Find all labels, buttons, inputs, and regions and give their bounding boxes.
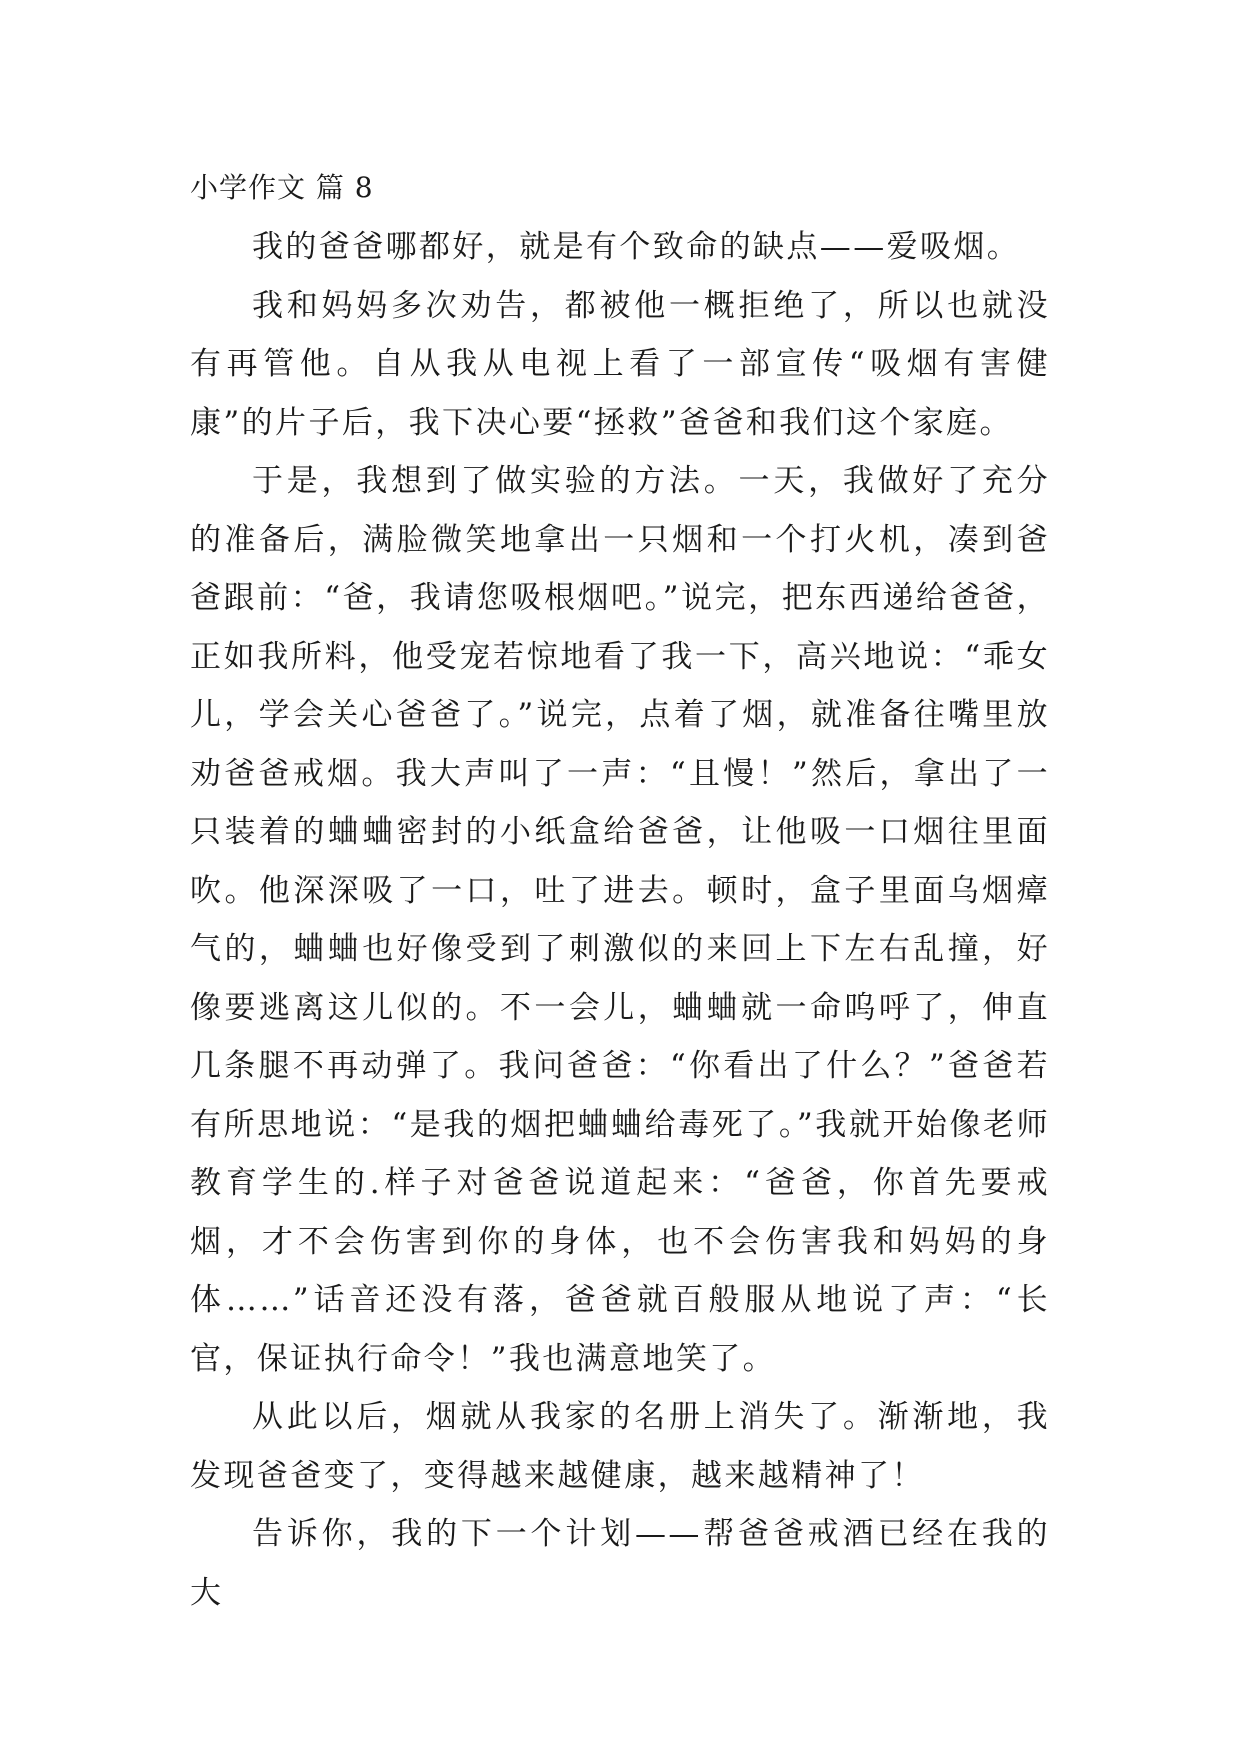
paragraph-3: 于是，我想到了做实验的方法。一天，我做好了充分的准备后，满脸微笑地拿出一只烟和一个打火机，凑到爸爸跟前：“爸，我请您吸根烟吧。”说完，把东西递给爸爸，正如我所料，他受宠若惊地看了我一下，高兴地说：“乖女儿，学会关心爸爸了。”说完，点着了烟，就准备往嘴里放劝爸爸戒烟。我大声叫了一声：“且慢！”然后，拿出了一只装着的蛐蛐密封的小纸盒给爸爸，让他吸一口烟往里面吹。他深深吸了一口，吐了进去。顿时，盒子里面乌烟瘴气的，蛐蛐也好像受到了刺激似的来回上下左右乱撞，好像要逃离这儿似的。不一会儿，蛐蛐就一命呜呼了，伸直几条腿不再动弹了。我问爸爸：“你看出了什么？”爸爸若有所思地说：“是我的烟把蛐蛐给毒死了。”我就开始像老师教育学生的.样子对爸爸说道起来：“爸爸，你首先要戒烟，才不会伤害到你的身体，也不会伤害我和妈妈的身体……”话音还没有落，爸爸就百般服从地说了声：“长官，保证执行命令！”我也满意地笑了。 — [190, 463, 1050, 1377]
paragraph-1: 我的爸爸哪都好，就是有个致命的缺点——爱吸烟。 — [252, 229, 1021, 265]
essay-title: 小学作文 篇 8 — [190, 171, 374, 204]
paragraph-5: 告诉你，我的下一个计划——帮爸爸戒酒已经在我的大 — [190, 1516, 1050, 1611]
paragraph-4: 从此以后，烟就从我家的名册上消失了。渐渐地，我发现爸爸变了，变得越来越健康，越来越精神了！ — [190, 1399, 1050, 1494]
essay-body — [190, 158, 1050, 1622]
paragraph-2: 我和妈妈多次劝告，都被他一概拒绝了，所以也就没有再管他。自从我从电视上看了一部宣传“吸烟有害健康”的片子后，我下决心要“拯救”爸爸和我们这个家庭。 — [190, 287, 1050, 441]
